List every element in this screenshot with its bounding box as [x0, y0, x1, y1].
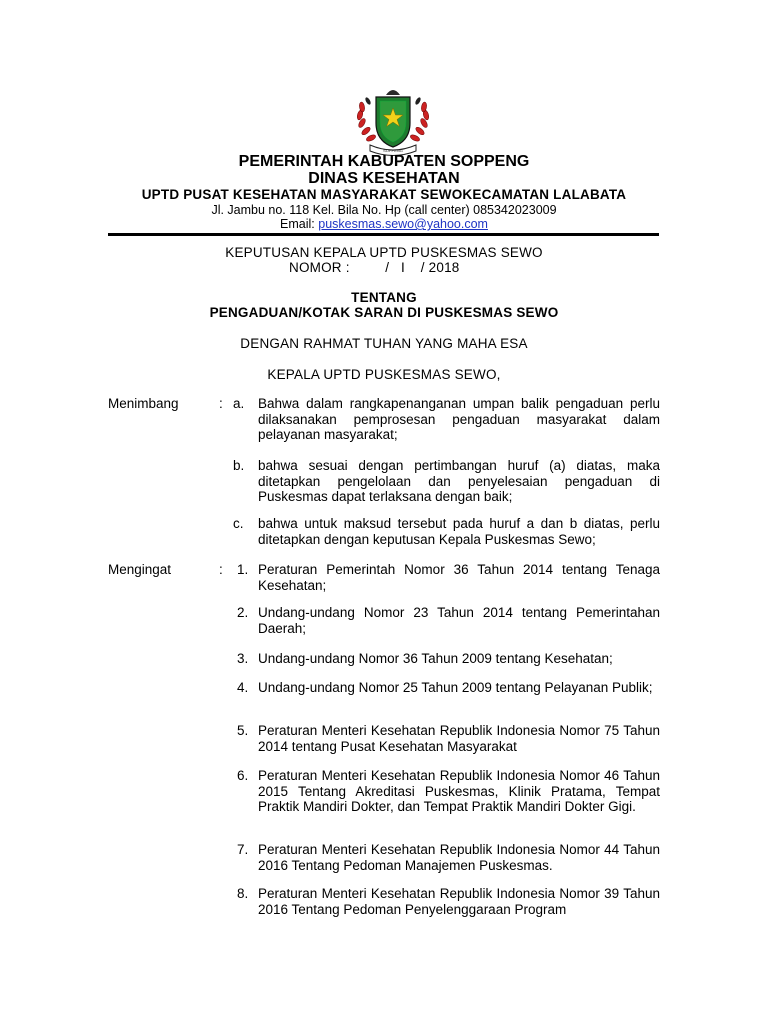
- mengingat-item-7: Peraturan Menteri Kesehatan Republik Indonesia Nomor 44 Tahun 2016 Tentang Pedoman Manajemen Puskesmas.: [258, 842, 660, 873]
- blessing-line: DENGAN RAHMAT TUHAN YANG MAHA ESA: [240, 336, 528, 351]
- address-line: Jl. Jambu no. 118 Kel. Bila No. Hp (call center) 085342023009: [211, 203, 557, 217]
- logo-ribbon-text: SOPPENG: [383, 148, 403, 153]
- mengingat-label: Mengingat: [108, 562, 172, 577]
- regency-emblem-logo: [352, 85, 434, 157]
- decree-subject: PENGADUAN/KOTAK SARAN DI PUSKESMAS SEWO: [209, 305, 559, 320]
- mengingat-item-4: Undang-undang Nomor 25 Tahun 2009 tentang Pelayanan Publik;: [258, 680, 653, 695]
- email-link[interactable]: puskesmas.sewo@yahoo.com: [318, 217, 488, 231]
- menimbang-marker-b: b.: [233, 458, 245, 473]
- mengingat-item-3: Undang-undang Nomor 36 Tahun 2009 tentang Kesehatan;: [258, 651, 613, 666]
- mengingat-marker-4: 4.: [237, 680, 249, 695]
- mengingat-colon: :: [219, 562, 223, 577]
- menimbang-item-a: Bahwa dalam rangkapenanganan umpan balik pengaduan perlu dilaksanakan pemprosesan pengaduan masyarakat dalam pelayanan masyarakat;: [258, 396, 660, 442]
- decree-number-label: NOMOR :: [289, 260, 350, 275]
- menimbang-label: Menimbang: [108, 396, 179, 411]
- menimbang-item-b: bahwa sesuai dengan pertimbangan huruf (a) diatas, maka ditetapkan pengelolaan dan penyelesaian pengaduan di Puskesmas dapat terlaksana dengan baik;: [258, 458, 660, 504]
- mengingat-marker-5: 5.: [237, 723, 249, 738]
- menimbang-item-c: bahwa untuk maksud tersebut pada huruf a dan b diatas, perlu ditetapkan dengan keputusan Kepala Puskesmas Sewo;: [258, 516, 660, 547]
- mengingat-marker-3: 3.: [237, 651, 249, 666]
- mengingat-marker-6: 6.: [237, 768, 249, 783]
- institution-title: UPTD PUSAT KESEHATAN MASYARAKAT SEWOKECAMATAN LALABATA: [141, 187, 627, 202]
- menimbang-marker-a: a.: [233, 396, 245, 411]
- decree-number-value: / I / 2018: [385, 260, 460, 275]
- menimbang-colon: :: [219, 396, 223, 411]
- letterhead-divider: [108, 233, 659, 236]
- decree-number: [289, 260, 460, 276]
- email-line: [0, 217, 768, 231]
- mengingat-marker-1: 1.: [237, 562, 249, 577]
- mengingat-marker-7: 7.: [237, 842, 249, 857]
- menimbang-marker-c: c.: [233, 516, 244, 531]
- mengingat-marker-2: 2.: [237, 605, 249, 620]
- government-title: PEMERINTAH KABUPATEN SOPPENG: [238, 153, 530, 170]
- mengingat-item-6: Peraturan Menteri Kesehatan Republik Indonesia Nomor 46 Tahun 2015 Tentang Akreditasi Puskesmas, Klinik Pratama, Tempat Praktik Mandiri Dokter, dan Tempat Praktik Mandiri Dokter Gigi.: [258, 768, 660, 814]
- decree-about: TENTANG: [351, 290, 417, 305]
- mengingat-item-8: Peraturan Menteri Kesehatan Republik Indonesia Nomor 39 Tahun 2016 Tentang Pedoman Penyelenggaraan Program: [258, 886, 660, 917]
- mengingat-item-2: Undang-undang Nomor 23 Tahun 2014 tentang Pemerintahan Daerah;: [258, 605, 660, 636]
- decree-head: KEPALA UPTD PUSKESMAS SEWO,: [267, 367, 501, 382]
- mengingat-item-1: Peraturan Pemerintah Nomor 36 Tahun 2014 tentang Tenaga Kesehatan;: [258, 562, 660, 593]
- decree-title: KEPUTUSAN KEPALA UPTD PUSKESMAS SEWO: [225, 245, 543, 260]
- department-title: DINAS KESEHATAN: [308, 170, 460, 187]
- email-label: Email:: [280, 217, 315, 231]
- mengingat-marker-8: 8.: [237, 886, 249, 901]
- mengingat-item-5: Peraturan Menteri Kesehatan Republik Indonesia Nomor 75 Tahun 2014 tentang Pusat Kesehatan Masyarakat: [258, 723, 660, 754]
